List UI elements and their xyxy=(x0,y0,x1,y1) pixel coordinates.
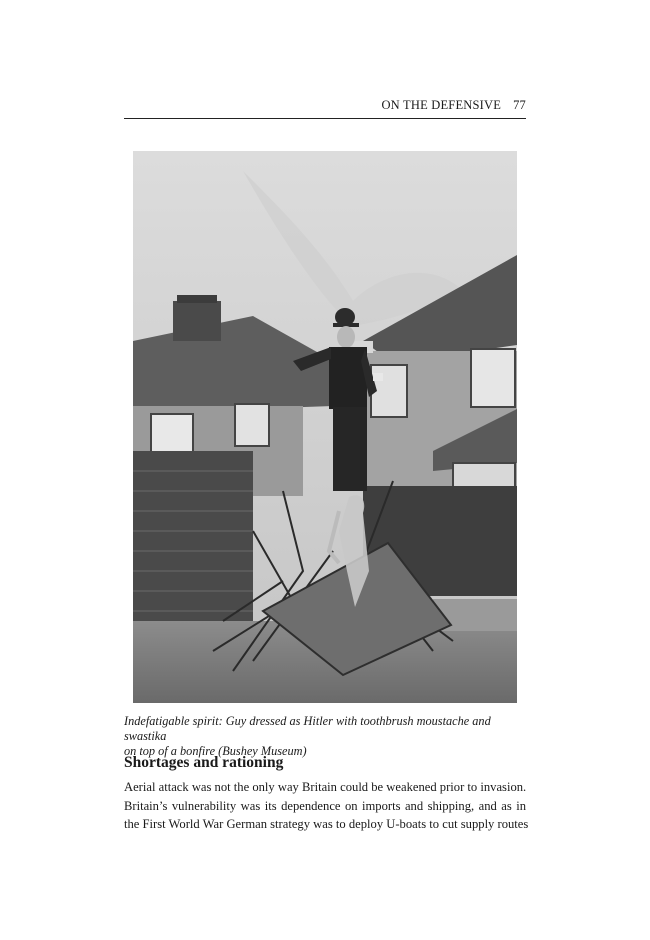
body-paragraph xyxy=(124,778,529,834)
caption-line: Indefatigable spirit: Guy dressed as Hitler with toothbrush moustache and swastika xyxy=(124,714,491,743)
running-header xyxy=(124,98,526,119)
paragraph-line: Britain’s vulnerability was its dependence on imports and shipping, and as in xyxy=(124,798,526,813)
section-heading: Shortages and rationing xyxy=(124,754,284,771)
caption-line: on top of a bonfire (Bushey Museum) xyxy=(124,744,307,758)
paragraph-line: the First World War German strategy was to deploy U-boats to cut supply routes xyxy=(124,817,529,831)
running-title: ON THE DEFENSIVE xyxy=(381,98,502,112)
page-number: 77 xyxy=(513,98,526,112)
paragraph-line: Aerial attack was not the only way Britain could be weakened prior to invasion. xyxy=(124,780,527,794)
figure-caption xyxy=(124,714,528,759)
bonfire-photograph xyxy=(133,151,517,703)
